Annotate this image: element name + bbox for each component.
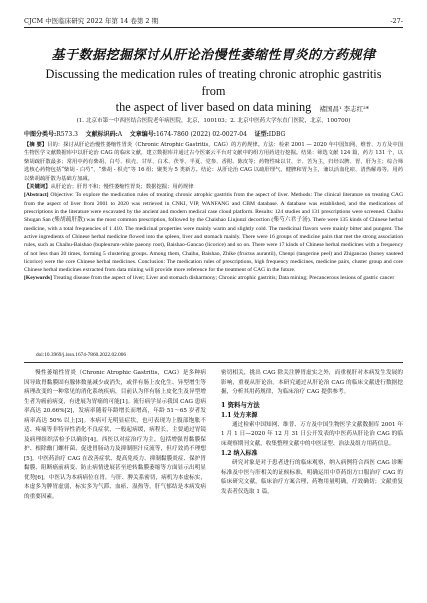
abstract-en	[24, 191, 403, 274]
running-header	[24, 13, 403, 28]
authors: 褚国昌¹ 李志红²*	[319, 105, 369, 113]
doc-value: A	[117, 131, 123, 138]
clc-value: R573.3	[56, 131, 78, 138]
section-1-1-text: 通过检索中国知网、维普、万方及中国生物医学文献数据库 2001 年 1 月 1 日—2020 年 12 月 31 日公开发表的中医药从肝论治 CAG 的临床观察期刊文献，收集整理文献中的中医证型、治法及组方用药信息。	[221, 421, 403, 447]
abstract-en-text: Objective: To explore the medication rules of treating chronic atrophic gastritis from the aspect of liver. Methods: The clinical literature on treating CAG from the aspect of liver from 2001 to 2020 was retrieved in CNKI, VIP, WANFANG and CBM database. A database was established, and the medications of prescriptions in the literature were excavated by the ancient and modern medical case cloud platform. Results: 124 studies and 131 prescriptions were screened. Chaihu Shugan San (柴胡疏肝散) was the most common prescription, followed by the Chaishao Liujunzi decoction (柴芍六君子汤). There were 135 kinds of Chinese herbal medicine, with a total frequencies of 1 410. The medicinal properties were mainly warm and slightly cold. The medicinal flavors were mainly bitter and pungent. The active ingredients of Chinese herbal medicine flowed into the spleen, liver and stomach mainly. There were 16 groups of medicine pairs that met the strong association rules, such as Chaihu-Baishao (bupleurum-white paeony root), Baishao-Gancao (licorice) and so on. There were 17 kinds of Chinese herbal medicines with a frequency of not less than 20 times, forming 5 clustering groups. Among them, Chaihu, Baishao, Zhike (fructus aurantii), Chenpi (tangerine peel) and Zhigancao (honey sauteed licorice) were the core Chinese herbal medicines. Conclusion: The medication rules of prescriptions, high frequency medicines, medicine pairs, cluster group and core Chinese herbal medicines extracted from data mining will provide more reference for the treatment of CAG in the future.	[24, 192, 403, 274]
keywords-cn-label: 【关键词】	[24, 184, 51, 191]
code-value: IDBG	[268, 131, 286, 138]
title-english-line-1: Discussing the medication rules of treating chronic atrophic gastritis from	[45, 67, 382, 98]
keywords-cn	[24, 183, 403, 191]
body-right-column	[221, 369, 403, 497]
intro-paragraph: 慢性萎缩性胃炎（Chronic Atrophic Gastritis，CAG）是多种病因导致胃黏膜固有腺体数量减少或消失，或伴有肠上皮化生、异型增生等病理改变的一种常见的消化系统疾病，目前认为伴有肠上皮化生及异型增生者为癌前病变，有进展为胃癌的可能[1]。流行病学显示我国 CAG 患病率高达 20.66%[2]，发病率随着年龄增长而增高，年龄 51～65 岁者发病率高达 50% 以上[3]。本病可无明显症状，也可表现为上腹部饱胀不适、疼痛等非特异性消化不良症状，一般起病缓，病程长，主要通过胃镜及病理组织活检予以确诊[4]。西医以对症治疗为主，包括增强胃黏膜保护、根除幽门螺杆菌、促进胃肠动力及抑制胆汁反流等，但疗效尚不理想[5]。中医药治疗 CAG 在改善症状、提高免疫力、抑制黏膜炎症、保护胃黏膜、阻断癌前病变、防止病情进展甚至逆转黏膜萎缩等方面显示出明显优势[6]。中医认为本病病位在胃，与肝、脾关系密切，病机为本虚标实，本虚多为脾胃虚弱，标实多为气滞、血瘀、湿热等，肝气郁结是本病发病的重要因素。	[24, 370, 206, 500]
article-value: 1674-7860 (2022) 02-0027-04	[155, 131, 247, 138]
divider	[24, 362, 403, 363]
abstract-cn-label: 【摘 要】	[24, 142, 48, 148]
section-1-2-heading: 1.2 纳入标准	[221, 450, 258, 457]
doi: doi:10.3969/j.issn.1674-7860.2022.02.006	[36, 352, 127, 358]
clc-label: 中图分类号:	[24, 131, 57, 138]
section-1-1-heading: 1.1 处方来源	[221, 411, 258, 419]
article-label: 文章编号:	[129, 131, 156, 138]
code-label: 证型:	[254, 131, 269, 138]
journal-header: CJCM 中医临床研究 2022 年第 14 卷第 2 期	[24, 17, 159, 25]
abstract-cn-text: 目的：探讨从肝论治慢性萎缩性胃炎（Chronic Atrophic Gastritis，CAG）的方药规律。方法：检索 2001 — 2020 年中国知网、维普、万方及中国生物医学文献数据库中以肝论治 CAG 的临床文献，建立数据库并通过古今医案云平台对文献中的组方用药进行挖掘。结果：筛选文献 124 篇，药方 131 个，以柴胡疏肝散最多；常用中药有柴胡、白芍、枳壳、甘草、白术、茯苓、半夏、党参、香附、陈皮等；药物性味以甘、辛、苦为主，归经以脾、胃、肝为主；综合筛选核心药物包括“柴胡 - 白芍”、“柴胡 - 枳壳”等 16 组；聚类为 5 类新方。结论：从肝论治 CAG 以疏肝理气、健脾和胃为主，兼以活血化瘀、清热解毒等，用药以柴胡疏肝散为基础方加减。	[24, 142, 403, 182]
section-1-2-text: 研究对象是对于患者进行的临床观察，纳入病例符合西医 CAG 诊断标准及中医与肝相关的证候标准，明确运用中草药组方口服治疗 CAG 的临床研究文献，临床治疗方案合理，药物用量明确，疗效确切；文献重复发表者仅选取 1 篇。	[221, 460, 403, 495]
abstract-cn	[24, 141, 403, 183]
affiliation: (1. 北京市第一中西医结合医院老年病医院，北京，100103；2. 北京中医药大学东直门医院，北京，100700)	[76, 118, 351, 124]
abstract-en-label: [Abstract]	[24, 192, 49, 199]
keywords-en-label: [Keywords]	[24, 275, 52, 282]
keywords-cn-text: 从肝论治；肝胃不和；慢性萎缩性胃炎；数据挖掘；用药规律	[50, 184, 194, 191]
title-english-line-2: the aspect of liver based on data mining	[115, 100, 312, 114]
section-1-heading: 1 资料与方法	[221, 400, 260, 409]
body-left-column	[24, 369, 206, 502]
intro-continued: 密切相关，挑出 CAG 除关注脾胃虚实之外，而重视肝对本病发生发展的影响，重视从肝论治。本研究通过从肝论治 CAG 的临床文献进行数据挖掘，分析其用药规律，为临床治疗 CAG 提供参考。	[221, 370, 403, 395]
keywords-en-text: Treating disease from the aspect of liver; Liver and stomach disharmony; Chronic atrophic gastritis; Data mining; Precancerous lesions of gastric cancer	[53, 275, 395, 282]
keywords-en	[24, 274, 403, 282]
page-number: -27-	[390, 17, 403, 25]
doc-label: 文献标识码:	[85, 131, 118, 138]
title-chinese: 基于数据挖掘探讨从肝论治慢性萎缩性胃炎的方药规律	[51, 48, 376, 63]
abstract-block	[24, 141, 403, 283]
article-meta	[24, 129, 403, 138]
